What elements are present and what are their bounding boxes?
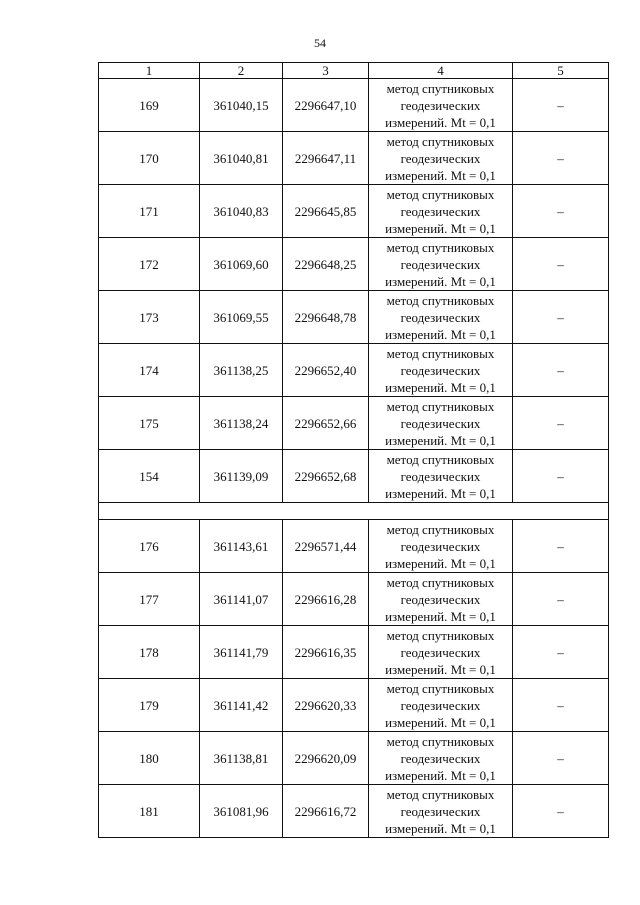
- table-row: [99, 573, 609, 626]
- method-line: геодезических: [400, 750, 481, 766]
- method-line: метод спутниковых: [386, 80, 495, 96]
- y-coordinate-cell: 2296647,10: [283, 79, 369, 132]
- y-coordinate-cell: 2296648,78: [283, 291, 369, 344]
- method-line: измерений. Mt = 0,1: [385, 114, 496, 130]
- method-line: геодезических: [400, 256, 481, 272]
- point-number-cell: 171: [99, 185, 200, 238]
- description-cell: –: [513, 732, 609, 785]
- description-cell: –: [513, 185, 609, 238]
- method-line: измерений. Mt = 0,1: [385, 555, 496, 571]
- method-line: метод спутниковых: [386, 133, 495, 149]
- description-cell: –: [513, 291, 609, 344]
- method-line: геодезических: [400, 644, 481, 660]
- description-cell: –: [513, 573, 609, 626]
- coordinates-table: [98, 62, 609, 838]
- description-cell: –: [513, 132, 609, 185]
- table-row: [99, 238, 609, 291]
- method-line: метод спутниковых: [386, 451, 495, 467]
- method-line: геодезических: [400, 803, 481, 819]
- x-coordinate-cell: 361138,24: [200, 397, 283, 450]
- method-line: измерений. Mt = 0,1: [385, 220, 496, 236]
- description-cell: –: [513, 397, 609, 450]
- point-number-cell: 179: [99, 679, 200, 732]
- method-cell: [369, 79, 513, 132]
- y-coordinate-cell: 2296647,11: [283, 132, 369, 185]
- method-line: геодезических: [400, 468, 481, 484]
- table-row: [99, 185, 609, 238]
- point-number-cell: 170: [99, 132, 200, 185]
- y-coordinate-cell: 2296616,28: [283, 573, 369, 626]
- table-row: [99, 626, 609, 679]
- method-cell: [369, 397, 513, 450]
- x-coordinate-cell: 361143,61: [200, 520, 283, 573]
- x-coordinate-cell: 361081,96: [200, 785, 283, 838]
- column-header: 1: [99, 63, 200, 79]
- x-coordinate-cell: 361138,81: [200, 732, 283, 785]
- column-header: 3: [283, 63, 369, 79]
- description-cell: –: [513, 679, 609, 732]
- method-cell: [369, 185, 513, 238]
- method-line: геодезических: [400, 362, 481, 378]
- method-line: метод спутниковых: [386, 186, 495, 202]
- method-cell: [369, 785, 513, 838]
- column-header: 2: [200, 63, 283, 79]
- y-coordinate-cell: 2296645,85: [283, 185, 369, 238]
- description-cell: –: [513, 238, 609, 291]
- point-number-cell: 174: [99, 344, 200, 397]
- method-line: измерений. Mt = 0,1: [385, 661, 496, 677]
- method-line: измерений. Mt = 0,1: [385, 820, 496, 836]
- description-cell: –: [513, 626, 609, 679]
- table-row: [99, 344, 609, 397]
- method-line: измерений. Mt = 0,1: [385, 767, 496, 783]
- method-line: метод спутниковых: [386, 521, 495, 537]
- description-cell: –: [513, 450, 609, 503]
- method-line: геодезических: [400, 697, 481, 713]
- table-row: [99, 132, 609, 185]
- table-body: [99, 63, 609, 838]
- method-line: геодезических: [400, 591, 481, 607]
- description-cell: –: [513, 79, 609, 132]
- x-coordinate-cell: 361138,25: [200, 344, 283, 397]
- column-header: 5: [513, 63, 609, 79]
- method-line: метод спутниковых: [386, 733, 495, 749]
- method-line: геодезических: [400, 203, 481, 219]
- method-cell: [369, 291, 513, 344]
- table-row: [99, 679, 609, 732]
- method-line: геодезических: [400, 150, 481, 166]
- method-line: метод спутниковых: [386, 627, 495, 643]
- method-line: метод спутниковых: [386, 574, 495, 590]
- table-row: [99, 450, 609, 503]
- y-coordinate-cell: 2296652,40: [283, 344, 369, 397]
- table-row: [99, 79, 609, 132]
- x-coordinate-cell: 361141,07: [200, 573, 283, 626]
- method-cell: [369, 626, 513, 679]
- y-coordinate-cell: 2296620,33: [283, 679, 369, 732]
- contour-separator-row: [99, 503, 609, 520]
- method-line: геодезических: [400, 309, 481, 325]
- x-coordinate-cell: 361069,55: [200, 291, 283, 344]
- method-line: метод спутниковых: [386, 292, 495, 308]
- method-line: измерений. Mt = 0,1: [385, 167, 496, 183]
- column-header: 4: [369, 63, 513, 79]
- method-cell: [369, 238, 513, 291]
- table-row: [99, 520, 609, 573]
- y-coordinate-cell: 2296620,09: [283, 732, 369, 785]
- page-number: 54: [314, 36, 326, 50]
- table-row: [99, 291, 609, 344]
- method-line: метод спутниковых: [386, 786, 495, 802]
- point-number-cell: 173: [99, 291, 200, 344]
- point-number-cell: 169: [99, 79, 200, 132]
- method-line: измерений. Mt = 0,1: [385, 273, 496, 289]
- x-coordinate-cell: 361040,81: [200, 132, 283, 185]
- point-number-cell: 180: [99, 732, 200, 785]
- x-coordinate-cell: 361069,60: [200, 238, 283, 291]
- x-coordinate-cell: 361141,79: [200, 626, 283, 679]
- table-row: [99, 732, 609, 785]
- point-number-cell: 154: [99, 450, 200, 503]
- x-coordinate-cell: 361139,09: [200, 450, 283, 503]
- point-number-cell: 176: [99, 520, 200, 573]
- table-row: [99, 785, 609, 838]
- y-coordinate-cell: 2296616,35: [283, 626, 369, 679]
- method-line: измерений. Mt = 0,1: [385, 608, 496, 624]
- method-line: измерений. Mt = 0,1: [385, 432, 496, 448]
- x-coordinate-cell: 361040,15: [200, 79, 283, 132]
- description-cell: –: [513, 785, 609, 838]
- method-line: измерений. Mt = 0,1: [385, 485, 496, 501]
- separator-cell: [99, 503, 609, 520]
- method-line: измерений. Mt = 0,1: [385, 714, 496, 730]
- point-number-cell: 181: [99, 785, 200, 838]
- method-cell: [369, 344, 513, 397]
- method-line: измерений. Mt = 0,1: [385, 326, 496, 342]
- point-number-cell: 178: [99, 626, 200, 679]
- method-line: геодезических: [400, 97, 481, 113]
- description-cell: –: [513, 520, 609, 573]
- y-coordinate-cell: 2296571,44: [283, 520, 369, 573]
- y-coordinate-cell: 2296652,66: [283, 397, 369, 450]
- method-line: геодезических: [400, 415, 481, 431]
- table-header-row: [99, 63, 609, 79]
- y-coordinate-cell: 2296652,68: [283, 450, 369, 503]
- x-coordinate-cell: 361040,83: [200, 185, 283, 238]
- method-cell: [369, 450, 513, 503]
- table-row: [99, 397, 609, 450]
- x-coordinate-cell: 361141,42: [200, 679, 283, 732]
- method-line: метод спутниковых: [386, 680, 495, 696]
- y-coordinate-cell: 2296616,72: [283, 785, 369, 838]
- point-number-cell: 177: [99, 573, 200, 626]
- y-coordinate-cell: 2296648,25: [283, 238, 369, 291]
- description-cell: –: [513, 344, 609, 397]
- method-cell: [369, 573, 513, 626]
- method-line: измерений. Mt = 0,1: [385, 379, 496, 395]
- method-line: метод спутниковых: [386, 345, 495, 361]
- point-number-cell: 175: [99, 397, 200, 450]
- method-cell: [369, 520, 513, 573]
- method-cell: [369, 679, 513, 732]
- method-line: метод спутниковых: [386, 398, 495, 414]
- method-cell: [369, 132, 513, 185]
- method-cell: [369, 732, 513, 785]
- method-line: геодезических: [400, 538, 481, 554]
- point-number-cell: 172: [99, 238, 200, 291]
- method-line: метод спутниковых: [386, 239, 495, 255]
